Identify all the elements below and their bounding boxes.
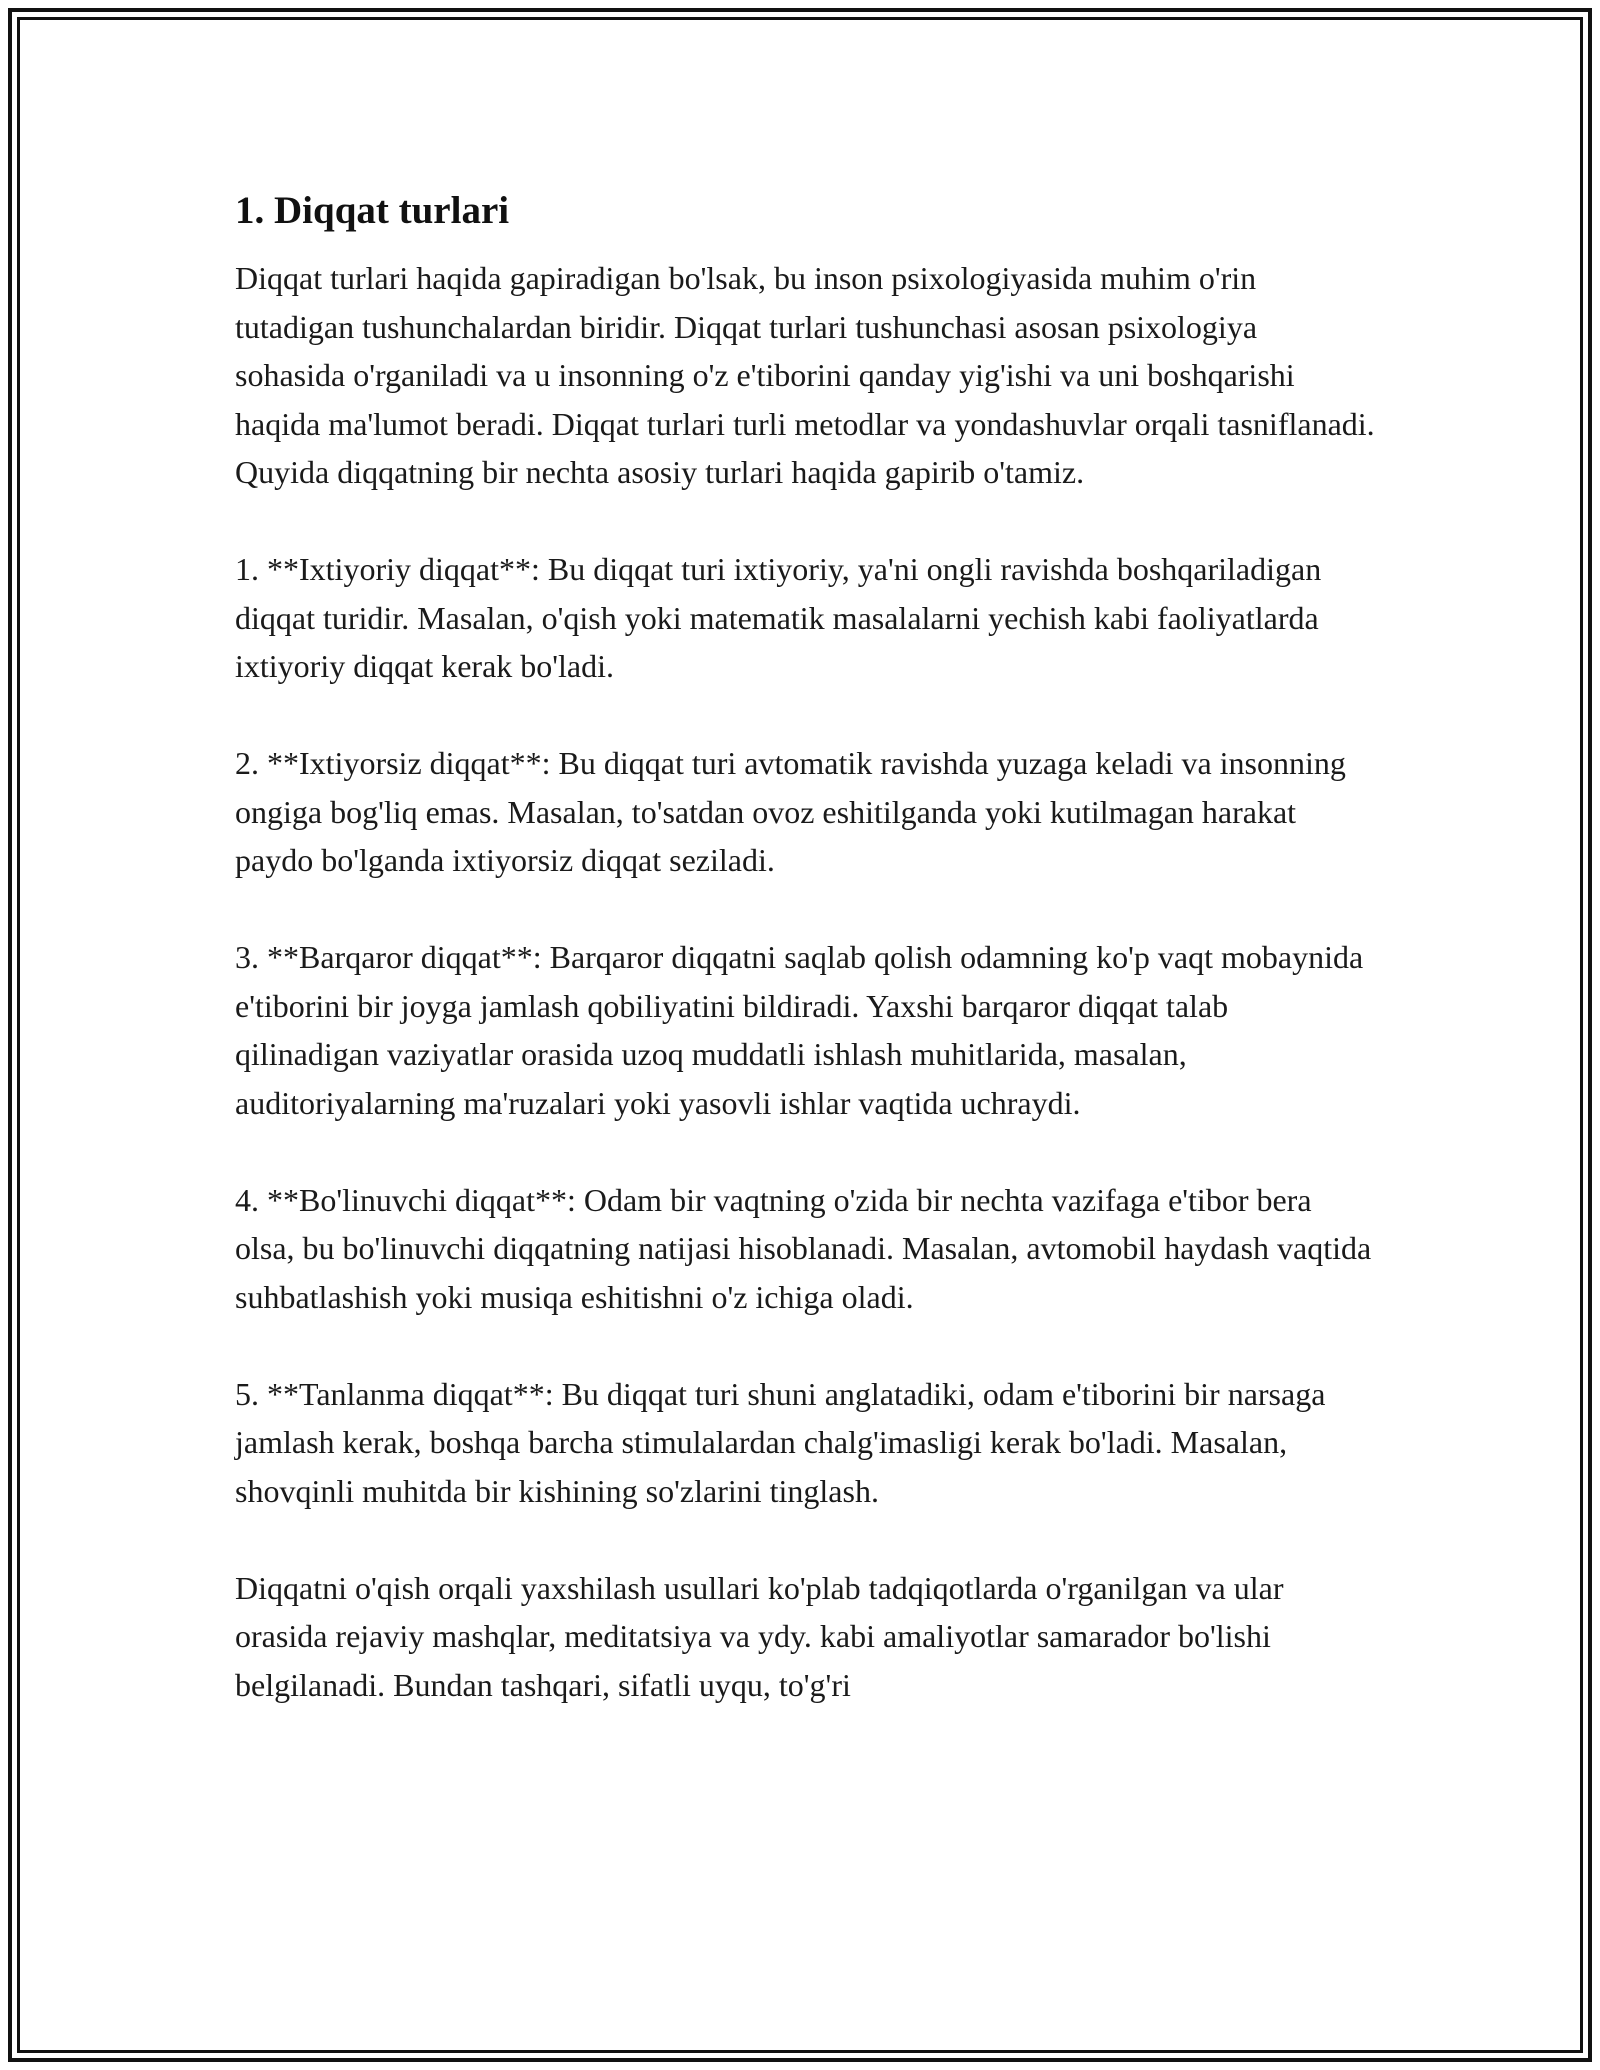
intro-paragraph: Diqqat turlari haqida gapiradigan bo'lsak, bu inson psixologiyasida muhim o'rin tutadigan tushunchalardan biridir. Diqqat turlari tushunchasi asosan psixologiya sohasida o'rganiladi va u insonning o'z e'tiborini qanday yig'ishi va uni boshqarishi haqida ma'lumot beradi. Diqqat turlari turli metodlar va yondashuvlar orqali tasniflanadi. Quyida diqqatning bir nechta asosiy turlari haqida gapirib o'tamiz. [235, 260, 1375, 490]
list-item-sustained-attention: 3. **Barqaror diqqat**: Barqaror diqqatni saqlab qolish odamning ko'p vaqt mobaynida e'tiborini bir joyga jamlash qobiliyatini bildiradi. Yaxshi barqaror diqqat talab qilinadigan vaziyatlar orasida uzoq muddatli ishlash muhitlarida, masalan, auditoriyalarning ma'ruzalari yoki yasovli ishlar vaqtida uchraydi. [235, 939, 1364, 1121]
section-heading: 1. Diqqat turlari [235, 189, 510, 232]
list-item-involuntary-attention: 2. **Ixtiyorsiz diqqat**: Bu diqqat turi avtomatik ravishda yuzaga keladi va insonning ongiga bog'liq emas. Masalan, to'satdan ovoz eshitilganda yoki kutilmagan harakat paydo bo'lganda ixtiyorsiz diqqat seziladi. [235, 745, 1346, 878]
document-body [235, 186, 1375, 1709]
closing-paragraph: Diqqatni o'qish orqali yaxshilash usullari ko'plab tadqiqotlarda o'rganilgan va ular orasida rejaviy mashqlar, meditatsiya va ydy. kabi amaliyotlar samarador bo'lishi belgilanadi. Bundan tashqari, sifatli uyqu, to'g'ri [235, 1569, 1284, 1703]
list-item-selective-attention: 5. **Tanlanma diqqat**: Bu diqqat turi shuni anglatadiki, odam e'tiborini bir narsaga jamlash kerak, boshqa barcha stimulalardan chalg'imasligi kerak bo'ladi. Masalan, shovqinli muhitda bir kishining so'zlarini tinglash. [235, 1375, 1326, 1509]
list-item-voluntary-attention: 1. **Ixtiyoriy diqqat**: Bu diqqat turi ixtiyoriy, ya'ni ongli ravishda boshqariladigan diqqat turidir. Masalan, o'qish yoki matematik masalalarni yechish kabi faoliyatlarda ixtiyoriy diqqat kerak bo'ladi. [235, 551, 1322, 684]
list-item-divided-attention: 4. **Bo'linuvchi diqqat**: Odam bir vaqtning o'zida bir nechta vazifaga e'tibor bera olsa, bu bo'linuvchi diqqatning natijasi hisoblanadi. Masalan, avtomobil haydash vaqtida suhbatlashish yoki musiqa eshitishni o'z ichiga oladi. [235, 1181, 1372, 1315]
